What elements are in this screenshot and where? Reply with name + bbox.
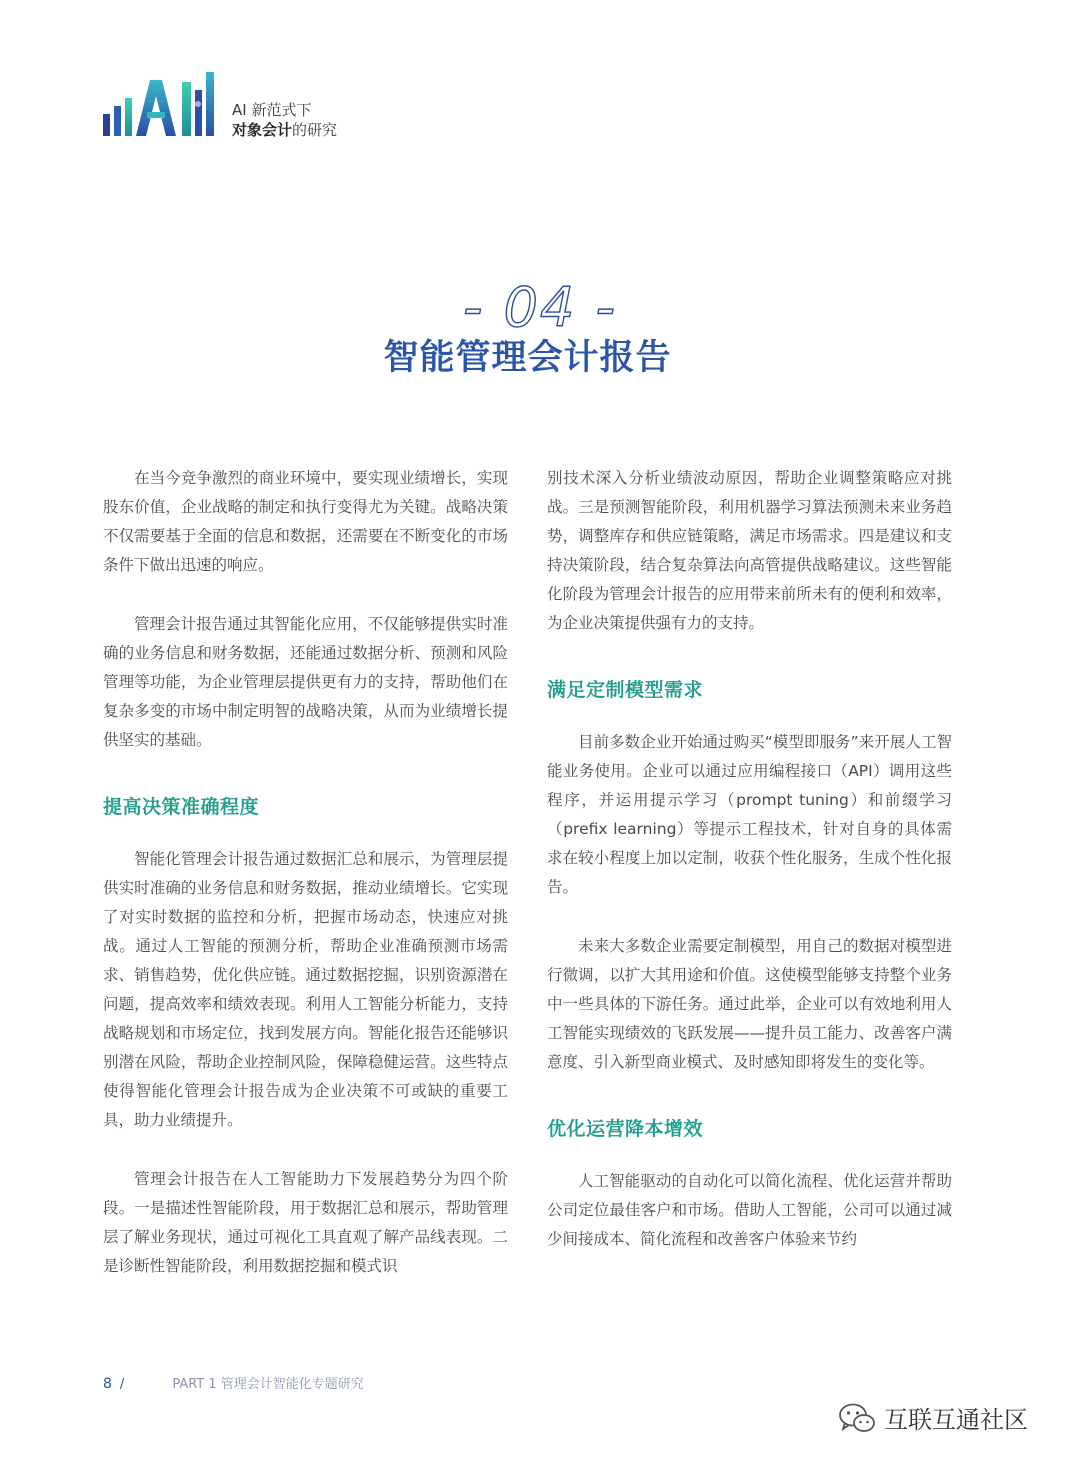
paragraph: 目前多数企业开始通过购买“模型即服务”来开展人工智能业务使用。企业可以通过应用编程接口（API）调用这些程序，并运用提示学习（prompt tuning）和前缀学习（prefix learning）等提示工程技术，针对自身的具体需求在较小程度上加以定制，收获个性化服务，生成个性化报告。: [547, 733, 952, 896]
paragraph: 人工智能驱动的自动化可以简化流程、优化运营并帮助公司定位最佳客户和市场。借助人工智能，公司可以通过减少间接成本、简化流程和改善客户体验来节约: [547, 1172, 952, 1248]
paragraph: 未来大多数企业需要定制模型，用自己的数据对模型进行微调，以扩大其用途和价值。这使模型能够支持整个业务中一些具体的下游任务。通过此举，企业可以有效地利用人工智能实现绩效的飞跃发展——提升员工能力、改善客户满意度、引入新型商业模式、及时感知即将发生的变化等。: [547, 937, 952, 1071]
section-heading: 优化运营降本增效: [547, 1118, 704, 1140]
wechat-icon: [838, 1402, 876, 1434]
section-heading: 满足定制模型需求: [547, 679, 704, 701]
chapter-number: - 04 -: [462, 276, 617, 339]
paragraph: 管理会计报告通过其智能化应用，不仅能够提供实时准确的业务信息和财务数据，还能通过数据分析、预测和风险管理等功能，为企业管理层提供更有力的支持，帮助他们在复杂多变的市场中制定明智的战略决策，从而为业绩增长提供坚实的基础。: [103, 615, 508, 749]
section-heading: 提高决策准确程度: [103, 796, 260, 818]
left-column: [103, 464, 508, 1281]
report-series-title: [232, 100, 337, 140]
series-title-line2: [232, 120, 337, 140]
page-number: 8: [103, 1376, 112, 1392]
paragraph: 在当今竞争激烈的商业环境中，要实现业绩增长，实现股东价值，企业战略的制定和执行变得尤为关键。战略决策不仅需要基于全面的信息和数据，还需要在不断变化的市场条件下做出迅速的响应。: [103, 469, 508, 574]
footer-part-label: PART 1 管理会计智能化专题研究: [172, 1377, 364, 1392]
series-title-bold: 对象会计: [232, 121, 293, 139]
paragraph: 别技术深入分析业绩波动原因，帮助企业调整策略应对挑战。三是预测智能阶段，利用机器学习算法预测未来业务趋势，调整库存和供应链策略，满足市场需求。四是建议和支持决策阶段，结合复杂算法向高管提供战略建议。这些智能化阶段为管理会计报告的应用带来前所未有的便利和效率，为企业决策提供强有力的支持。: [547, 469, 952, 632]
page-footer: [103, 1373, 364, 1392]
right-column: [547, 464, 952, 1254]
paragraph: 智能化管理会计报告通过数据汇总和展示，为管理层提供实时准确的业务信息和财务数据，推动业绩增长。它实现了对实时数据的监控和分析，把握市场动态，快速应对挑战。通过人工智能的预测分析，帮助企业准确预测市场需求、销售趋势，优化供应链。通过数据挖掘，识别资源潜在问题，提高效率和绩效表现。利用人工智能分析能力，支持战略规划和市场定位，找到发展方向。智能化报告还能够识别潜在风险，帮助企业控制风险，保障稳健运营。这些特点使得智能化管理会计报告成为企业决策不可或缺的重要工具，助力业绩提升。: [103, 850, 508, 1129]
watermark: [838, 1400, 1028, 1435]
chapter-title: 智能管理会计报告: [383, 338, 672, 378]
series-title-rest: 的研究: [292, 121, 338, 139]
watermark-text: 互联互通社区: [884, 1406, 1028, 1434]
ai-bars-logo-graphic: [100, 68, 225, 138]
footer-separator: /: [119, 1377, 125, 1392]
paragraph: 管理会计报告在人工智能助力下发展趋势分为四个阶段。一是描述性智能阶段，用于数据汇总和展示，帮助管理层了解业务现状，通过可视化工具直观了解产品线表现。二是诊断性智能阶段，利用数据挖掘和模式识: [103, 1170, 508, 1275]
series-title-line1: AI 新范式下: [232, 101, 312, 119]
report-logo: [100, 68, 225, 138]
